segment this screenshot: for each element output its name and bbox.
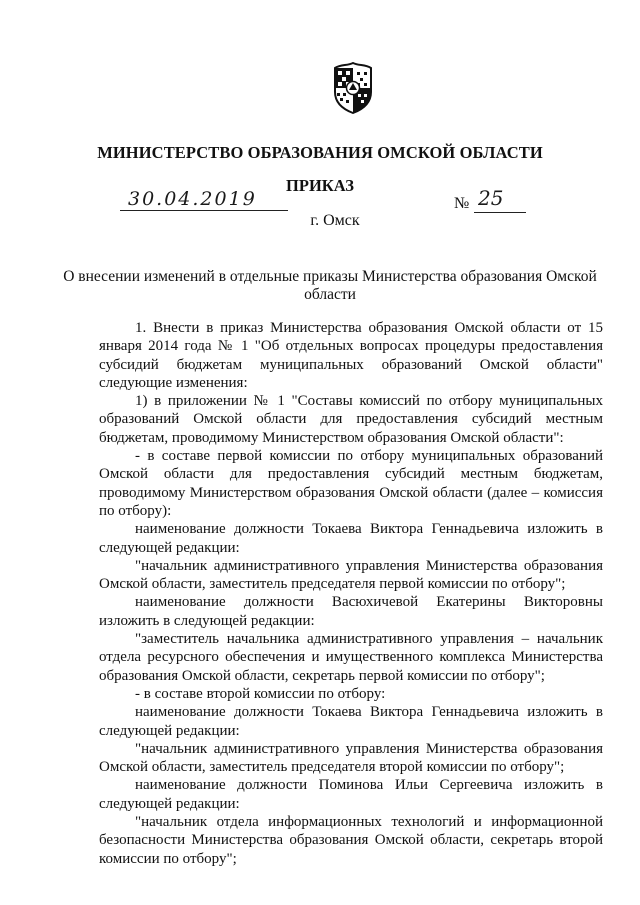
paragraph: 1. Внести в приказ Министерства образования Омской области от 15 января 2014 года № 1 "Об отдельных вопросах процедуры предоставления субсидий бюджетам муниципальных образований Омской области" следующие изменения:: [99, 320, 603, 391]
order-date: 30.04.2019: [128, 188, 257, 210]
ministry-title: МИНИСТЕРСТВО ОБРАЗОВАНИЯ ОМСКОЙ ОБЛАСТИ: [97, 143, 543, 162]
paragraph: - в составе второй комиссии по отбору:: [135, 685, 386, 702]
order-number: 25: [478, 186, 504, 210]
paragraph: "заместитель начальника административного управления – начальник отдела ресурсного обеспечения и имущественного комплекса Министерства образования Омской области, секретарь первой комиссии по отбору";: [99, 631, 603, 684]
order-subject: О внесении изменений в отдельные приказы Министерства образования Омской области: [63, 268, 597, 303]
paragraph: "начальник административного управления Министерства образования Омской области, заместитель председателя второй комиссии по отбору";: [99, 740, 603, 776]
city: г. Омск: [310, 212, 360, 229]
paragraph: наименование должности Токаева Виктора Геннадьевича изложить в следующей редакции:: [99, 521, 603, 556]
paragraph: - в составе первой комиссии по отбору муниципальных образований Омской области для предоставления субсидий местным бюджетам, проводимому Министерством образования Омской области (далее – комиссия по отбору):: [99, 448, 603, 519]
order-body: [99, 319, 603, 868]
number-sign: №: [454, 195, 470, 212]
paragraph: "начальник административного управления Министерства образования Омской области, заместитель председателя первой комиссии по отбору";: [99, 557, 603, 593]
paragraph: "начальник отдела информационных технологий и информационной безопасности Министерства образования Омской области, секретарь второй комиссии по отбору";: [99, 814, 603, 867]
coat-of-arms-icon: [331, 62, 375, 114]
paragraph: наименование должности Токаева Виктора Геннадьевича изложить в следующей редакции:: [99, 704, 603, 739]
date-underline: [120, 210, 288, 211]
paragraph: наименование должности Васюхичевой Екатерины Викторовны изложить в следующей редакции:: [99, 594, 603, 629]
order-title: ПРИКАЗ: [286, 176, 354, 195]
paragraph: 1) в приложении № 1 "Составы комиссий по отбору муниципальных образований Омской области для предоставления субсидий местным бюджетам, проводимому Министерством образования Омской области":: [99, 393, 603, 446]
paragraph: наименование должности Поминова Ильи Сергеевича изложить в следующей редакции:: [99, 777, 603, 812]
